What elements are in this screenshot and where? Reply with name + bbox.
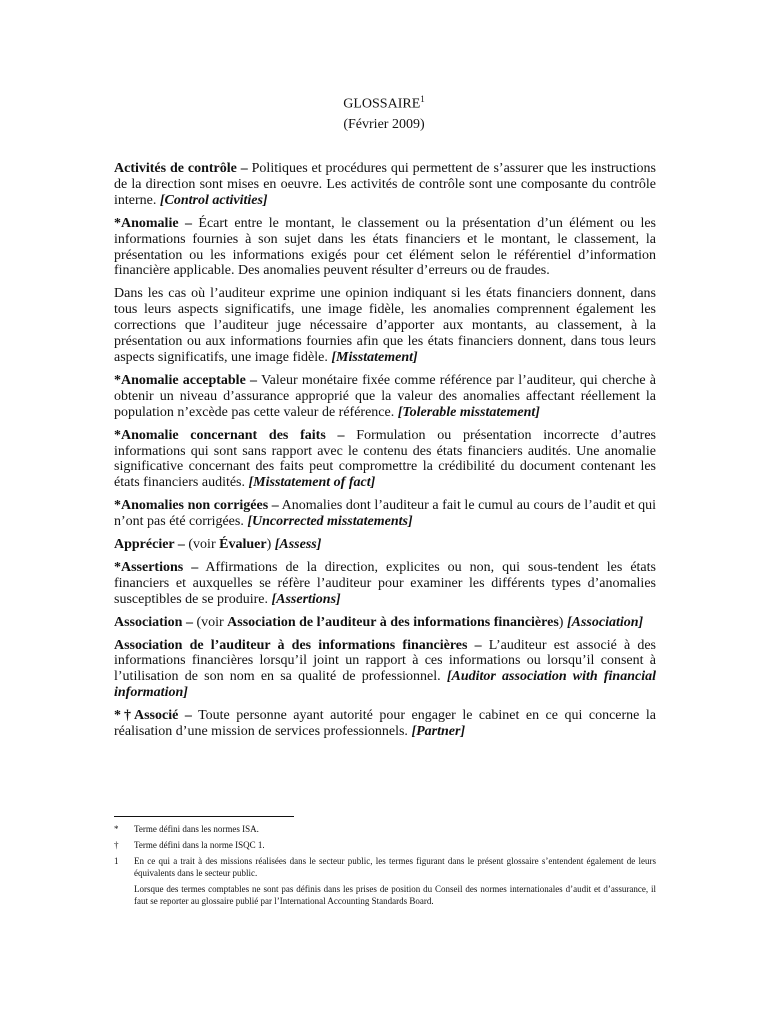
glossary-entry: *Anomalie concernant des faits – Formulation ou présentation incorrecte d’autres informations qui sont sans rapport avec le contenu des états financiers audités. Une anomalie significative concernant des faits peut compromettre la crédibilité du document contenant les états financiers audités. [Misstatement of fact] <box>114 427 656 491</box>
glossary-entry: *†Associé – Toute personne ayant autorité pour engager le cabinet en ce qui concerne la réalisation d’une mission de services professionnels. [Partner] <box>114 708 656 740</box>
footnote-divider <box>114 816 294 817</box>
glossary-entry: *Anomalie – Écart entre le montant, le classement ou la présentation d’un élément ou les informations fournies à son sujet dans les états financiers et le montant, le classement, la présentation ou les informations exigés pour cet élément selon le référentiel d’information financière applicable. Des anomalies peuvent résulter d’erreurs ou de fraudes. <box>114 215 656 279</box>
title-footnote-ref: 1 <box>420 94 425 104</box>
glossary-entry: Association de l’auditeur à des informations financières – L’auditeur est associé à des informations financières lorsqu’il joint un rapport à ces informations ou lorsqu’il consent à l’utilisation de son nom en sa qualité de professionnel. [Auditor association with financial information] <box>114 637 657 701</box>
title-block <box>0 89 768 135</box>
glossary-entry: Apprécier – (voir Évaluer) [Assess] <box>114 537 322 553</box>
footnote: † Terme défini dans la norme ISQC 1. <box>114 840 265 850</box>
glossary-entry: *Anomalie acceptable – Valeur monétaire fixée comme référence par l’auditeur, qui cherche à obtenir un niveau d’assurance approprié que la valeur des anomalies affectant réellement la population n’excède pas cette valeur de référence. [Tolerable misstatement] <box>114 372 657 420</box>
glossary-entry: Activités de contrôle – Politiques et procédures qui permettent de s’assurer que les instructions de la direction sont mises en oeuvre. Les activités de contrôle sont une composante du contrôle interne. [Control activities] <box>114 161 656 208</box>
footnote-continuation: Lorsque des termes comptables ne sont pas définis dans les prises de position du Conseil des normes internationales d’audit et d’assurance, il faut se reporter au glossaire publié par l’International Accounting Standards Board. <box>134 884 656 906</box>
footnotes <box>114 816 656 907</box>
glossary-entry: *Anomalies non corrigées – Anomalies dont l’auditeur a fait le cumul au cours de l’audit et qui n’ont pas été corrigées. [Uncorrected misstatements] <box>114 498 656 530</box>
footnote: * Terme défini dans les normes ISA. <box>114 824 259 834</box>
page-subtitle: (Février 2009) <box>343 116 425 132</box>
glossary-body <box>114 161 656 747</box>
page-title: GLOSSAIRE$^1$ <box>343 94 425 112</box>
footnote: 1 En ce qui a trait à des missions réalisées dans le secteur public, les termes figurant dans le présent glossaire s’entendent également de leurs équivalents dans le secteur public. <box>114 856 656 878</box>
glossary-entry-continuation: Dans les cas où l’auditeur exprime une opinion indiquant si les états financiers donnent, dans tous leurs aspects significatifs, une image fidèle, les anomalies comprennent également les corrections que l’auditeur juge nécessaire d’apporter aux montants, au classement, à la présentation ou aux informations fournies afin que les états financiers donnent, dans tous leurs aspects significatifs, une image fidèle. [Misstatement] <box>114 286 656 365</box>
glossary-entry: *Assertions – Affirmations de la direction, explicites ou non, qui sous-tendent les états financiers et auxquelles se réfère l’auditeur pour examiner les différents types d’anomalies susceptibles de se produire. [Assertions] <box>114 559 656 607</box>
glossary-entry: Association – (voir Association de l’auditeur à des informations financières) [Association] <box>114 614 644 630</box>
